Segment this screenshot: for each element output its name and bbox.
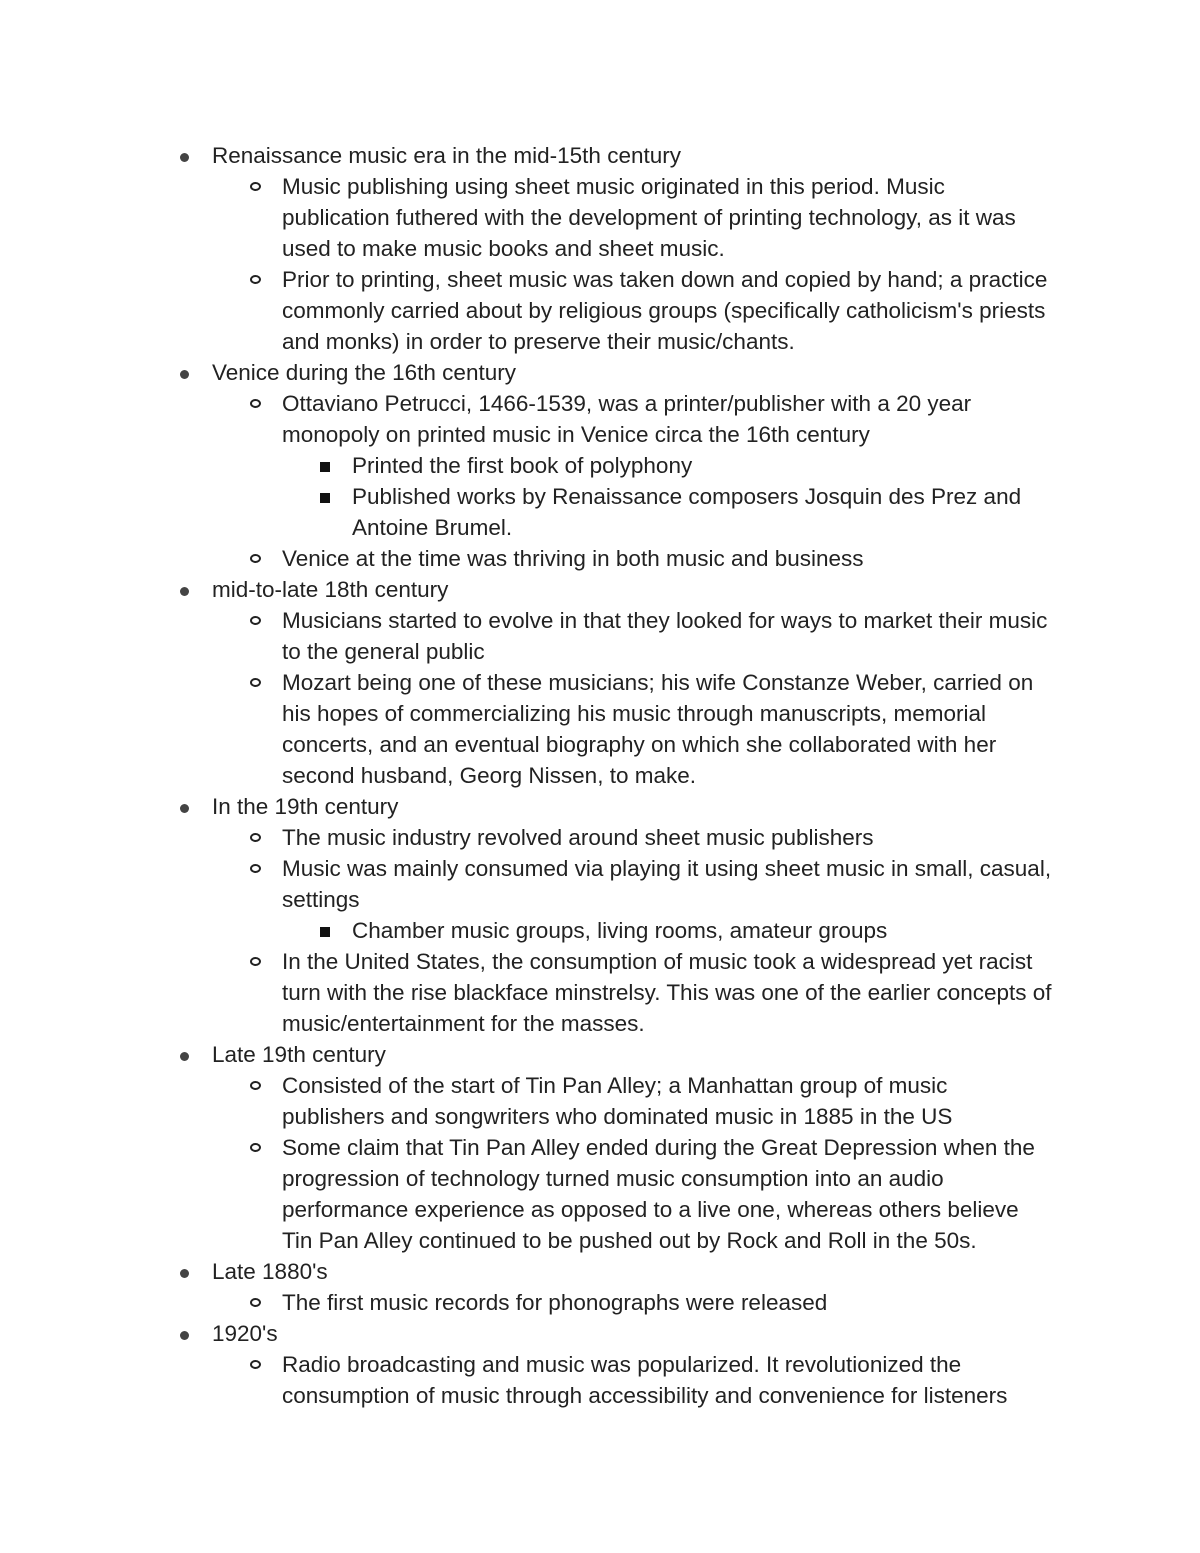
outline-item-text: Music was mainly consumed via playing it using sheet music in small, casual, settings — [282, 856, 1052, 912]
outline-item-level-2 — [0, 605, 1052, 667]
outline-item-text: Venice during the 16th century — [212, 360, 516, 385]
outline-item-level-2 — [0, 264, 1052, 357]
outline-item-level-1 — [0, 357, 1052, 388]
bullet-disc-icon — [180, 587, 189, 596]
outline-item-level-2 — [0, 388, 1052, 450]
bullet-circle-icon — [250, 399, 261, 408]
outline-item-text: Prior to printing, sheet music was taken down and copied by hand; a practice commonly carried about by religious groups (specifically catholicism's priests and monks) in order to preserve their music/chants. — [282, 267, 1048, 354]
bullet-circle-icon — [250, 864, 261, 873]
outline-item-level-2 — [0, 853, 1052, 915]
bullet-disc-icon — [180, 1269, 189, 1278]
outline-item-level-1 — [0, 1256, 1052, 1287]
bullet-circle-icon — [250, 182, 261, 191]
bullet-disc-icon — [180, 804, 189, 813]
bullet-circle-icon — [250, 1360, 261, 1369]
outline-item-text: Published works by Renaissance composers Josquin des Prez and Antoine Brumel. — [352, 484, 1022, 540]
outline-item-text: Late 1880's — [212, 1259, 328, 1284]
outline-item-text: Ottaviano Petrucci, 1466-1539, was a printer/publisher with a 20 year monopoly on printed music in Venice circa the 16th century — [282, 391, 972, 447]
bullet-disc-icon — [180, 370, 189, 379]
outline-item-level-1 — [0, 791, 1052, 822]
outline-item-level-1 — [0, 1039, 1052, 1070]
outline-item-level-2 — [0, 946, 1052, 1039]
outline-item-text: The first music records for phonographs were released — [282, 1290, 828, 1315]
outline-item-level-1 — [0, 574, 1052, 605]
document-page — [0, 140, 1200, 1411]
outline-item-level-2 — [0, 1132, 1052, 1256]
outline-item-level-1 — [0, 1318, 1052, 1349]
outline-item-level-2 — [0, 1287, 1052, 1318]
outline-item-text: Musicians started to evolve in that they looked for ways to market their music to the general public — [282, 608, 1048, 664]
outline-item-level-3 — [0, 915, 1052, 946]
outline-item-level-2 — [0, 543, 1052, 574]
outline-item-text: Printed the first book of polyphony — [352, 453, 693, 478]
bullet-disc-icon — [180, 1331, 189, 1340]
outline-item-level-2 — [0, 822, 1052, 853]
bullet-square-icon — [320, 462, 330, 472]
bullet-circle-icon — [250, 616, 261, 625]
bullet-circle-icon — [250, 1143, 261, 1152]
outline-item-text: Renaissance music era in the mid-15th century — [212, 143, 681, 168]
bullet-circle-icon — [250, 833, 261, 842]
outline-item-text: The music industry revolved around sheet music publishers — [282, 825, 874, 850]
outline-item-text: Chamber music groups, living rooms, amateur groups — [352, 918, 888, 943]
outline-item-level-2 — [0, 171, 1052, 264]
bullet-circle-icon — [250, 1081, 261, 1090]
outline-item-text: 1920's — [212, 1321, 278, 1346]
outline-item-text: mid-to-late 18th century — [212, 577, 449, 602]
outline-item-level-2 — [0, 1070, 1052, 1132]
bullet-square-icon — [320, 927, 330, 937]
outline-item-level-3 — [0, 450, 1052, 481]
outline-item-text: Consisted of the start of Tin Pan Alley; a Manhattan group of music publishers and songwriters who dominated music in 1885 in the US — [282, 1073, 953, 1129]
outline-item-text: In the United States, the consumption of music took a widespread yet racist turn with the rise blackface minstrelsy. This was one of the earlier concepts of music/entertainment for the masses. — [282, 949, 1052, 1036]
outline-item-text: Late 19th century — [212, 1042, 386, 1067]
bullet-circle-icon — [250, 1298, 261, 1307]
bullet-circle-icon — [250, 957, 261, 966]
bullet-circle-icon — [250, 678, 261, 687]
outline-item-text: Venice at the time was thriving in both music and business — [282, 546, 864, 571]
outline-item-text: Radio broadcasting and music was popularized. It revolutionized the consumption of music through accessibility and convenience for listeners — [282, 1352, 1008, 1408]
outline-item-level-2 — [0, 1349, 1052, 1411]
outline-item-text: In the 19th century — [212, 794, 399, 819]
outline-item-text: Some claim that Tin Pan Alley ended during the Great Depression when the progression of technology turned music consumption into an audio performance experience as opposed to a live one, whereas others believe Tin Pan Alley continued to be pushed out by Rock and Roll in the 50s. — [282, 1135, 1035, 1253]
outline-list — [0, 140, 1200, 1411]
outline-item-text: Music publishing using sheet music originated in this period. Music publication futhered with the development of printing technology, as it was used to make music books and sheet music. — [282, 174, 1016, 261]
bullet-disc-icon — [180, 153, 189, 162]
outline-item-level-2 — [0, 667, 1052, 791]
bullet-square-icon — [320, 493, 330, 503]
outline-item-text: Mozart being one of these musicians; his wife Constanze Weber, carried on his hopes of commercializing his music through manuscripts, memorial concerts, and an eventual biography on which she collaborated with her second husband, Georg Nissen, to make. — [282, 670, 1034, 788]
bullet-circle-icon — [250, 275, 261, 284]
bullet-disc-icon — [180, 1052, 189, 1061]
outline-item-level-3 — [0, 481, 1052, 543]
bullet-circle-icon — [250, 554, 261, 563]
outline-item-level-1 — [0, 140, 1052, 171]
